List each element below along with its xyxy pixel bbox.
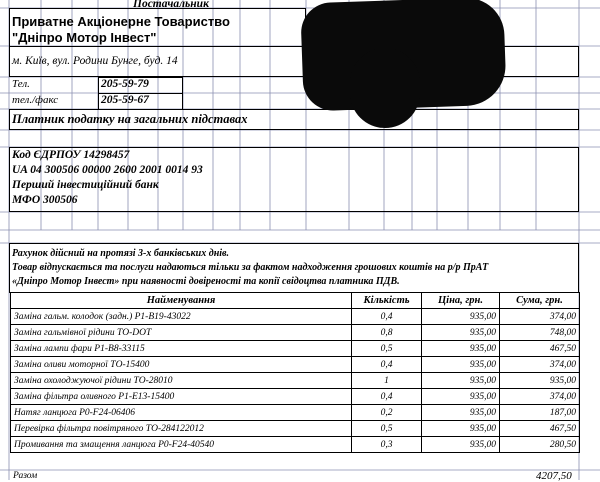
table-row — [11, 357, 580, 373]
row-quantity: 0,5 — [352, 421, 422, 437]
row-name: Перевірка фільтра повітряного ТО-284122012 — [11, 421, 352, 437]
table-row — [11, 325, 580, 341]
notice-line-2: Товар відпускається та послуги надаються тільки за фактом надходження грошових коштів на р/р ПрАТ — [12, 262, 489, 273]
row-price: 935,00 — [422, 421, 500, 437]
row-name: Промивання та змащення ланцюга P0-F24-40540 — [11, 437, 352, 453]
row-quantity: 1 — [352, 373, 422, 389]
row-quantity: 0,4 — [352, 389, 422, 405]
row-quantity: 0,3 — [352, 437, 422, 453]
row-price: 935,00 — [422, 373, 500, 389]
row-quantity: 0,2 — [352, 405, 422, 421]
bank-name: Перший інвестиційний банк — [12, 179, 159, 191]
fax-label: тел./факс — [12, 94, 59, 106]
table-row — [11, 389, 580, 405]
header-price: Ціна, грн. — [422, 293, 500, 309]
row-sum: 374,00 — [500, 389, 580, 405]
tax-status: Платник податку на загальних підставах — [12, 112, 248, 126]
table-row — [11, 405, 580, 421]
row-price: 935,00 — [422, 437, 500, 453]
table-row — [11, 437, 580, 453]
header-sum: Сума, грн. — [500, 293, 580, 309]
table-row — [11, 421, 580, 437]
table-row — [11, 341, 580, 357]
row-name: Заміна гальмівної рідини ТО-DOT — [11, 325, 352, 341]
redaction-blot-lower — [350, 48, 420, 128]
row-sum: 280,50 — [500, 437, 580, 453]
row-quantity: 0,4 — [352, 309, 422, 325]
row-name: Заміна лампи фари P1-B8-33115 — [11, 341, 352, 357]
row-sum: 374,00 — [500, 357, 580, 373]
row-name: Заміна охолоджуючої рідини ТО-28010 — [11, 373, 352, 389]
notice-line-3: «Дніпро Мотор Інвест» при наявності довіреності та копії свідоцтва платника ПДВ. — [12, 276, 400, 287]
row-price: 935,00 — [422, 357, 500, 373]
supplier-heading: Постачальник — [133, 0, 209, 10]
row-price: 935,00 — [422, 405, 500, 421]
table-row — [11, 373, 580, 389]
row-quantity: 0,8 — [352, 325, 422, 341]
row-price: 935,00 — [422, 309, 500, 325]
row-name: Заміна оливи моторної ТО-15400 — [11, 357, 352, 373]
bank-mfo: МФО 300506 — [12, 194, 78, 206]
row-sum: 374,00 — [500, 309, 580, 325]
table-row — [11, 309, 580, 325]
row-name: Заміна гальм. колодок (задн.) P1-B19-43022 — [11, 309, 352, 325]
bank-account: UA 04 300506 00000 2600 2001 0014 93 — [12, 164, 203, 176]
row-price: 935,00 — [422, 389, 500, 405]
row-quantity: 0,4 — [352, 357, 422, 373]
row-price: 935,00 — [422, 341, 500, 357]
row-price: 935,00 — [422, 325, 500, 341]
row-name: Заміна фільтра оливного P1-E13-15400 — [11, 389, 352, 405]
supplier-name-line1: Приватне Акціонерне Товариство — [12, 14, 230, 29]
table-header-row — [11, 293, 580, 309]
total-label: Разом — [13, 471, 38, 481]
header-name: Найменування — [11, 293, 352, 309]
total-value: 4207,50 — [536, 470, 572, 482]
supplier-name-line2: "Дніпро Мотор Інвест" — [12, 30, 157, 45]
row-sum: 467,50 — [500, 421, 580, 437]
fax-value: 205-59-67 — [101, 94, 149, 106]
phone-value: 205-59-79 — [101, 78, 149, 90]
notice-line-1: Рахунок дійсний на протязі 3-х банківських днів. — [12, 248, 229, 259]
items-table — [10, 292, 580, 453]
supplier-address: м. Київ, вул. Родини Бунге, буд. 14 — [12, 55, 178, 67]
header-quantity: Кількість — [352, 293, 422, 309]
row-sum: 187,00 — [500, 405, 580, 421]
row-sum: 467,50 — [500, 341, 580, 357]
row-quantity: 0,5 — [352, 341, 422, 357]
row-sum: 748,00 — [500, 325, 580, 341]
row-sum: 935,00 — [500, 373, 580, 389]
row-name: Натяг ланцюга P0-F24-06406 — [11, 405, 352, 421]
phone-label: Тел. — [12, 78, 30, 90]
edrpou-code: Код ЄДРПОУ 14298457 — [12, 149, 130, 161]
